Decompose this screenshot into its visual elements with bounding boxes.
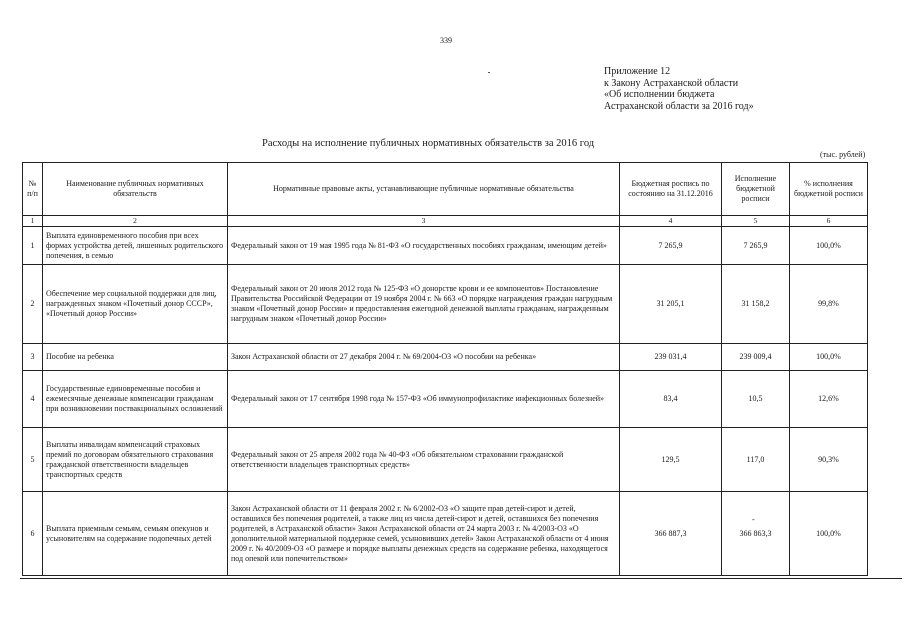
row-execution: 239 009,4	[722, 344, 790, 371]
row-acts: Федеральный закон от 25 апреля 2002 года № 40-ФЗ «Об обязательном страховании гражданской ответственности владельцев транспортных средств»	[228, 428, 620, 492]
scan-mark: -	[752, 515, 755, 524]
row-acts: Закон Астраханской области от 27 декабря 2004 г. № 69/2004-ОЗ «О пособии на ребенка»	[228, 344, 620, 371]
column-index: 3	[228, 216, 620, 227]
row-execution: 10,5	[722, 371, 790, 428]
header-execution: Исполнение бюджетной росписи	[722, 163, 790, 216]
row-percent: 100,0%	[790, 344, 868, 371]
table-row	[23, 265, 868, 344]
row-budget: 31 205,1	[620, 265, 722, 344]
column-index: 4	[620, 216, 722, 227]
row-budget: 366 887,3	[620, 492, 722, 576]
bottom-rule	[20, 578, 902, 579]
table-header-row	[23, 163, 868, 216]
row-percent: 100,0%	[790, 492, 868, 576]
table-row	[23, 344, 868, 371]
row-name: Выплата единовременного пособия при всех формах устройства детей, лишенных родительского попечения, в семью	[43, 227, 228, 265]
row-percent: 100,0%	[790, 227, 868, 265]
header-name: Наименование публичных нормативных обязательств	[43, 163, 228, 216]
row-execution: 366 863,3	[722, 492, 790, 576]
column-index: 2	[43, 216, 228, 227]
row-execution: 7 265,9	[722, 227, 790, 265]
row-acts: Федеральный закон от 20 июля 2012 года № 125-ФЗ «О донорстве крови и ее компонентов» Постановление Правительства Российской Федерации от 19 ноября 2004 г. № 663 «О порядке награждения граждан нагрудным знаком «Почетный донор России» и предоставления ежегодной денежной выплаты гражданам, награжденным нагрудным знаком «Почетный донор России»	[228, 265, 620, 344]
row-num: 6	[23, 492, 43, 576]
row-name: Пособие на ребенка	[43, 344, 228, 371]
row-num: 2	[23, 265, 43, 344]
appendix-line: Приложение 12	[604, 66, 671, 77]
row-num: 3	[23, 344, 43, 371]
row-budget: 83,4	[620, 371, 722, 428]
row-acts: Закон Астраханской области от 11 февраля 2002 г. № 6/2002-ОЗ «О защите прав детей-сирот и детей, оставшихся без попечения родителей, а также лиц из числа детей-сирот и детей, оставшихся без попечения родителей, в Астраханской области» Закон Астраханской области от 24 марта 2003 г. № 4/2003-ОЗ «О дополнительной материальной поддержке семей, усыновивших детей» Закон Астраханской области от 4 июня 2009 г. № 40/2009-ОЗ «О размере и порядке выплаты денежных средств на содержание ребенка, находящегося под опекой или попечительством»	[228, 492, 620, 576]
appendix-line: Астраханской области за 2016 год»	[604, 100, 754, 112]
appendix-note	[604, 66, 754, 112]
row-name: Выплата приемным семьям, семьям опекунов и усыновителям на содержание подопечных детей	[43, 492, 228, 576]
header-budget: Бюджетная роспись по состоянию на 31.12.2016	[620, 163, 722, 216]
page-number: 339	[440, 36, 452, 45]
column-index: 6	[790, 216, 868, 227]
row-num: 5	[23, 428, 43, 492]
column-index-row	[23, 216, 868, 227]
row-budget: 239 031,4	[620, 344, 722, 371]
column-index: 1	[23, 216, 43, 227]
row-execution: 117,0	[722, 428, 790, 492]
row-execution: 31 158,2	[722, 265, 790, 344]
appendix-line: к Закону Астраханской области	[604, 77, 739, 89]
row-percent: 90,3%	[790, 428, 868, 492]
header-acts: Нормативные правовые акты, устанавливающие публичные нормативные обязательства	[228, 163, 620, 216]
row-acts: Федеральный закон от 17 сентября 1998 года № 157-ФЗ «Об иммунопрофилактике инфекционных болезней»	[228, 371, 620, 428]
row-name: Государственные единовременные пособия и ежемесячные денежные компенсации гражданам при возникновении поствакцинальных осложнений	[43, 371, 228, 428]
row-num: 4	[23, 371, 43, 428]
table-row	[23, 371, 868, 428]
row-name: Выплаты инвалидам компенсаций страховых премий по договорам обязательного страхования гражданской ответственности владельцев транспортных средств	[43, 428, 228, 492]
header-percent: % исполнения бюджетной росписи	[790, 163, 868, 216]
column-index: 5	[722, 216, 790, 227]
row-name: Обеспечение мер социальной поддержки для лиц, награжденных знаком «Почетный донор СССР», «Почетный донор России»	[43, 265, 228, 344]
row-acts: Федеральный закон от 19 мая 1995 года № 81-ФЗ «О государственных пособиях гражданам, имеющим детей»	[228, 227, 620, 265]
row-budget: 7 265,9	[620, 227, 722, 265]
row-budget: 129,5	[620, 428, 722, 492]
header-num: № п/п	[23, 163, 43, 216]
row-percent: 12,6%	[790, 371, 868, 428]
units-note: (тыс. рублей)	[820, 150, 866, 159]
row-num: 1	[23, 227, 43, 265]
document-title: Расходы на исполнение публичных нормативных обязательств за 2016 год	[262, 138, 595, 149]
table-row	[23, 428, 868, 492]
table-row	[23, 227, 868, 265]
row-percent: 99,8%	[790, 265, 868, 344]
appendix-line: «Об исполнении бюджета	[604, 89, 715, 100]
table-row	[23, 492, 868, 576]
obligations-table	[22, 162, 868, 576]
scan-speck	[488, 72, 490, 73]
